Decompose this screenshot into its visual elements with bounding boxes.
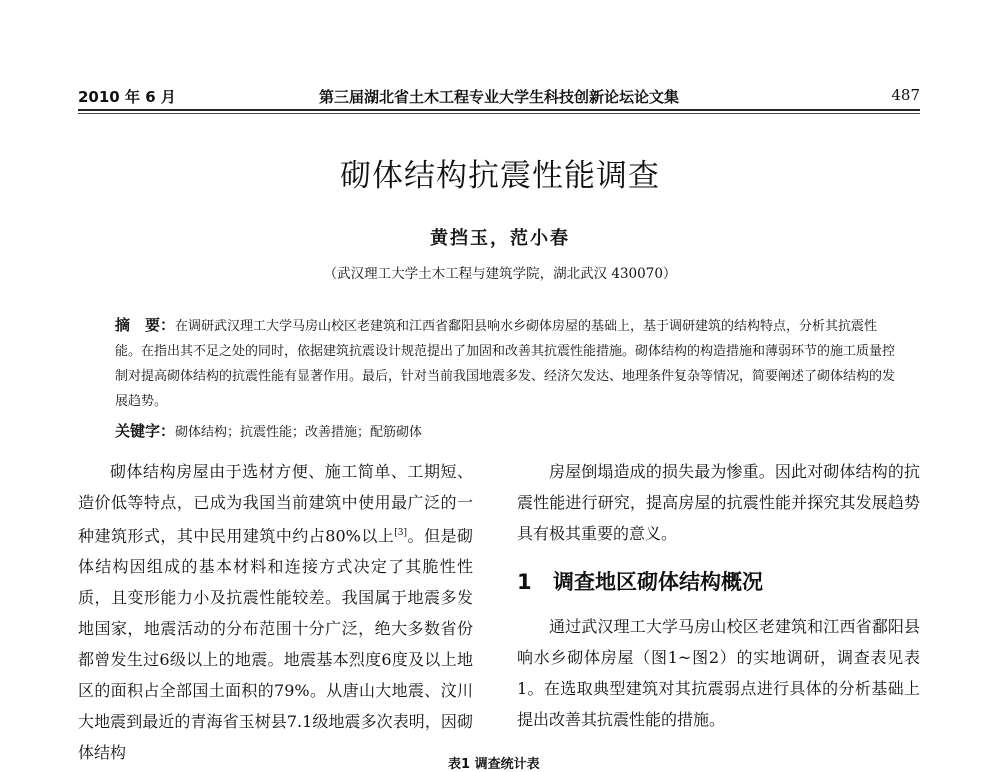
- section-heading: [517, 567, 920, 597]
- section-number: 1: [517, 570, 532, 594]
- paper-affiliation: （武汉理工大学土木工程与建筑学院，湖北武汉 430070）: [323, 266, 677, 282]
- intro-text-b: 。但是砌体结构因组成的基本材料和连接方式决定了其脆性性质，且变形能力小及抗震性能较差。我国属于地震多发地国家，地震活动的分布范围十分广泛，绝大多数省份都曾发生过6级以上的地震。地震基本烈度6度及以上地区的面积占全部国土面积的79%。从唐山大地震、汶川大地震到最近的青海省玉树县7.1级地震多次表明，因砌体结构: [78, 526, 473, 763]
- paper-authors: 黄挡玉，范小春: [430, 228, 570, 249]
- abstract-label: 摘 要：: [115, 316, 176, 334]
- intro-text-a: 砌体结构房屋由于选材方便、施工简单、工期短、造价低等特点，已成为我国当前建筑中使用最广泛的一种建筑形式，其中民用建筑中约占80%以上: [78, 462, 473, 546]
- header-rule-thick: [78, 109, 920, 111]
- header-date: 2010 年 6 月: [78, 88, 176, 106]
- intro-paragraph: [78, 456, 473, 768]
- keywords-text: 砌体结构；抗震性能；改善措施；配筋砌体: [175, 425, 423, 440]
- keywords-label: 关键字：: [115, 422, 176, 440]
- table-caption: 表1 调查统计表: [448, 757, 540, 772]
- abstract: [115, 313, 895, 414]
- paper-title: 砌体结构抗震性能调查: [340, 158, 660, 194]
- running-header: [78, 82, 920, 108]
- header-page-number: 487: [891, 86, 920, 104]
- right-column: [517, 456, 920, 735]
- header-journal-title: 第三届湖北省土木工程专业大学生科技创新论坛论文集: [318, 88, 679, 106]
- intro-continuation: 房屋倒塌造成的损失最为惨重。因此对砌体结构的抗震性能进行研究，提高房屋的抗震性能并探究其发展趋势具有极其重要的意义。: [517, 462, 920, 543]
- keywords: [115, 419, 895, 445]
- section-title: 调查地区砌体结构概况: [553, 570, 763, 594]
- header-rule-thin: [78, 113, 920, 114]
- citation-ref: [3]: [394, 528, 408, 538]
- left-column: [78, 456, 473, 768]
- section-paragraph: 通过武汉理工大学马房山校区老建筑和江西省鄱阳县响水乡砌体房屋（图1~图2）的实地调研，调查表见表1。在选取典型建筑对其抗震弱点进行具体的分析基础上提出改善其抗震性能的措施。: [517, 617, 920, 729]
- abstract-text: 在调研武汉理工大学马房山校区老建筑和江西省鄱阳县响水乡砌体房屋的基础上，基于调研建筑的结构特点，分析其抗震性能。在指出其不足之处的同时，依据建筑抗震设计规范提出了加固和改善其抗震性能措施。砌体结构的构造措施和薄弱环节的施工质量控制对提高砌体结构的抗震性能有显著作用。最后，针对当前我国地震多发、经济欠发达、地理条件复杂等情况，简要阐述了砌体结构的发展趋势。: [115, 319, 896, 409]
